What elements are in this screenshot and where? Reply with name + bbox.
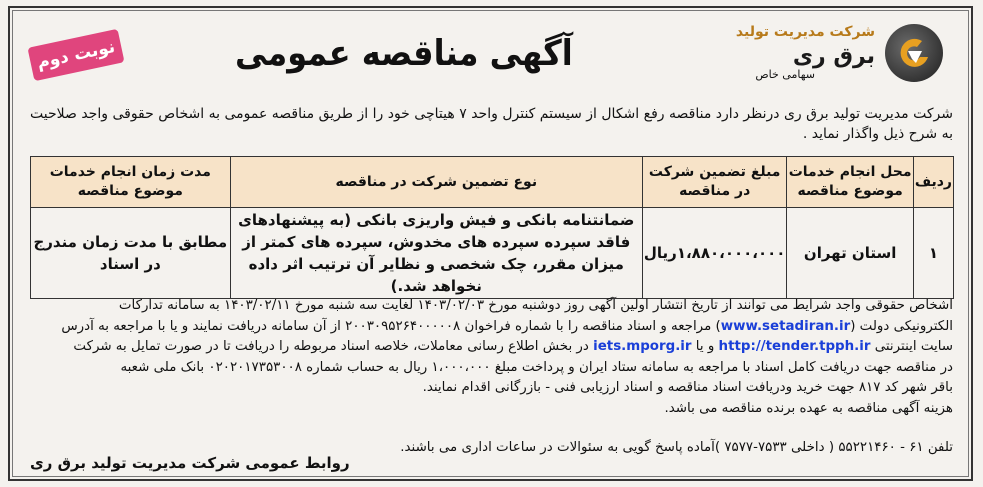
round-badge: نوبت دوم: [27, 29, 124, 81]
cell-amount: ۱،۸۸۰،۰۰۰،۰۰۰ریال: [642, 208, 787, 299]
cell-location: استان تهران: [787, 208, 913, 299]
cell-duration: مطابق با مدت زمان مندرج در اسناد: [31, 208, 231, 299]
public-relations-signature: روابط عمومی شرکت مدیریت تولید برق ری: [30, 454, 350, 472]
setadiran-link[interactable]: www.setadiran.ir: [720, 318, 851, 334]
header-location: محل انجام خدمات موضوع مناقصه: [787, 157, 913, 208]
company-logo: [735, 20, 961, 82]
conditions-line: باقر شهر کد ۸۱۷ جهت خرید ودریافت اسناد مناقصه و اسناد ارزیابی فنی - بازرگانی اقدام نمایند.: [422, 380, 953, 395]
logo-subtitle: سهامی خاص: [755, 68, 815, 81]
conditions-text-part: الکترونیکی دولت (: [850, 318, 953, 334]
cell-row-number: ۱: [913, 208, 953, 299]
header-amount: مبلغ تضمین شرکت در مناقصه: [642, 157, 787, 208]
conditions-line: [30, 337, 953, 358]
conditions-text-part: در بخش اطلاع رسانی معاملات، خلاصه اسناد مربوطه را دریافت تا در صورت تمایل به شرکت: [73, 339, 589, 354]
header: [20, 14, 961, 88]
intro-paragraph: شرکت مدیریت تولید برق ری درنظر دارد مناقصه رفع اشکال از سیستم کنترل واحد ۷ هیتاچی خود را از طریق مناقصه عمومی به اشخاص حقوقی واجد صلاحیت به شرح ذیل واگذار نماید .: [30, 106, 953, 142]
conditions-line: [30, 317, 953, 338]
tender-site-link[interactable]: http://tender.tpph.ir: [718, 339, 871, 354]
contact-phone: تلفن ۶۱ - ۵۵۲۲۱۴۶۰ ( داخلی ۷۵۳۳-۷۵۷۷ )آماده پاسخ گویی به سئوالات در ساعات اداری می باشند.: [400, 440, 953, 455]
tender-table: [30, 156, 954, 299]
logo-emblem-icon: [885, 24, 943, 82]
conditions-text: [30, 296, 953, 419]
logo-supertitle: شرکت مدیریت تولید: [735, 24, 875, 40]
conditions-text-part: سایت اینترنتی: [874, 339, 953, 354]
header-duration: مدت زمان انجام خدمات موضوع مناقصه: [31, 157, 231, 208]
conditions-line: در مناقصه جهت دریافت کامل اسناد با مراجعه به سامانه ستاد ایران و پرداخت مبلغ ۱،۰۰۰،۰۰۰ ریال به حساب شماره ۰۲۰۲۰۱۷۳۵۳۰۰۸ بانک ملی شعبه: [120, 359, 953, 375]
logo-company-name: برق ری: [792, 44, 875, 69]
conditions-text-part: ) مراجعه و اسناد مناقصه را با شماره فراخوان ۲۰۰۳۰۹۵۲۶۴۰۰۰۰۰۸ از آن سامانه دریافت نمایند و یا با مراجعه به آدرس: [61, 318, 721, 334]
conditions-line: اشخاص حقوقی واجد شرایط می توانند از تاریخ انتشار اولین آگهی روز دوشنبه مورخ ۱۴۰۳/۰۲/۰۳ لغایت سه شنبه مورخ ۱۴۰۳/۰۲/۱۱ به سامانه تدارکات: [118, 298, 953, 313]
conditions-text-part: و یا: [695, 339, 715, 354]
iets-link[interactable]: iets.mporg.ir: [593, 339, 692, 354]
table-row: [31, 208, 954, 299]
page-title: آگهی مناقصه عمومی: [235, 32, 573, 74]
header-row-number: ردیف: [913, 157, 953, 208]
table-header-row: [31, 157, 954, 208]
header-guarantee-type: نوع تضمین شرکت در مناقصه: [230, 157, 642, 208]
conditions-line: هزینه آگهی مناقصه به عهده برنده مناقصه می باشد.: [664, 400, 953, 416]
cell-guarantee-type: ضمانتنامه بانکی و فیش واریزی بانکی (به پیشنهادهای فاقد سپرده سپرده های مخدوش، سپرده های کمتر از میزان مقرر، چک شخصی و نظایر آن ترتیب اثر داده نخواهد شد.): [230, 208, 642, 299]
